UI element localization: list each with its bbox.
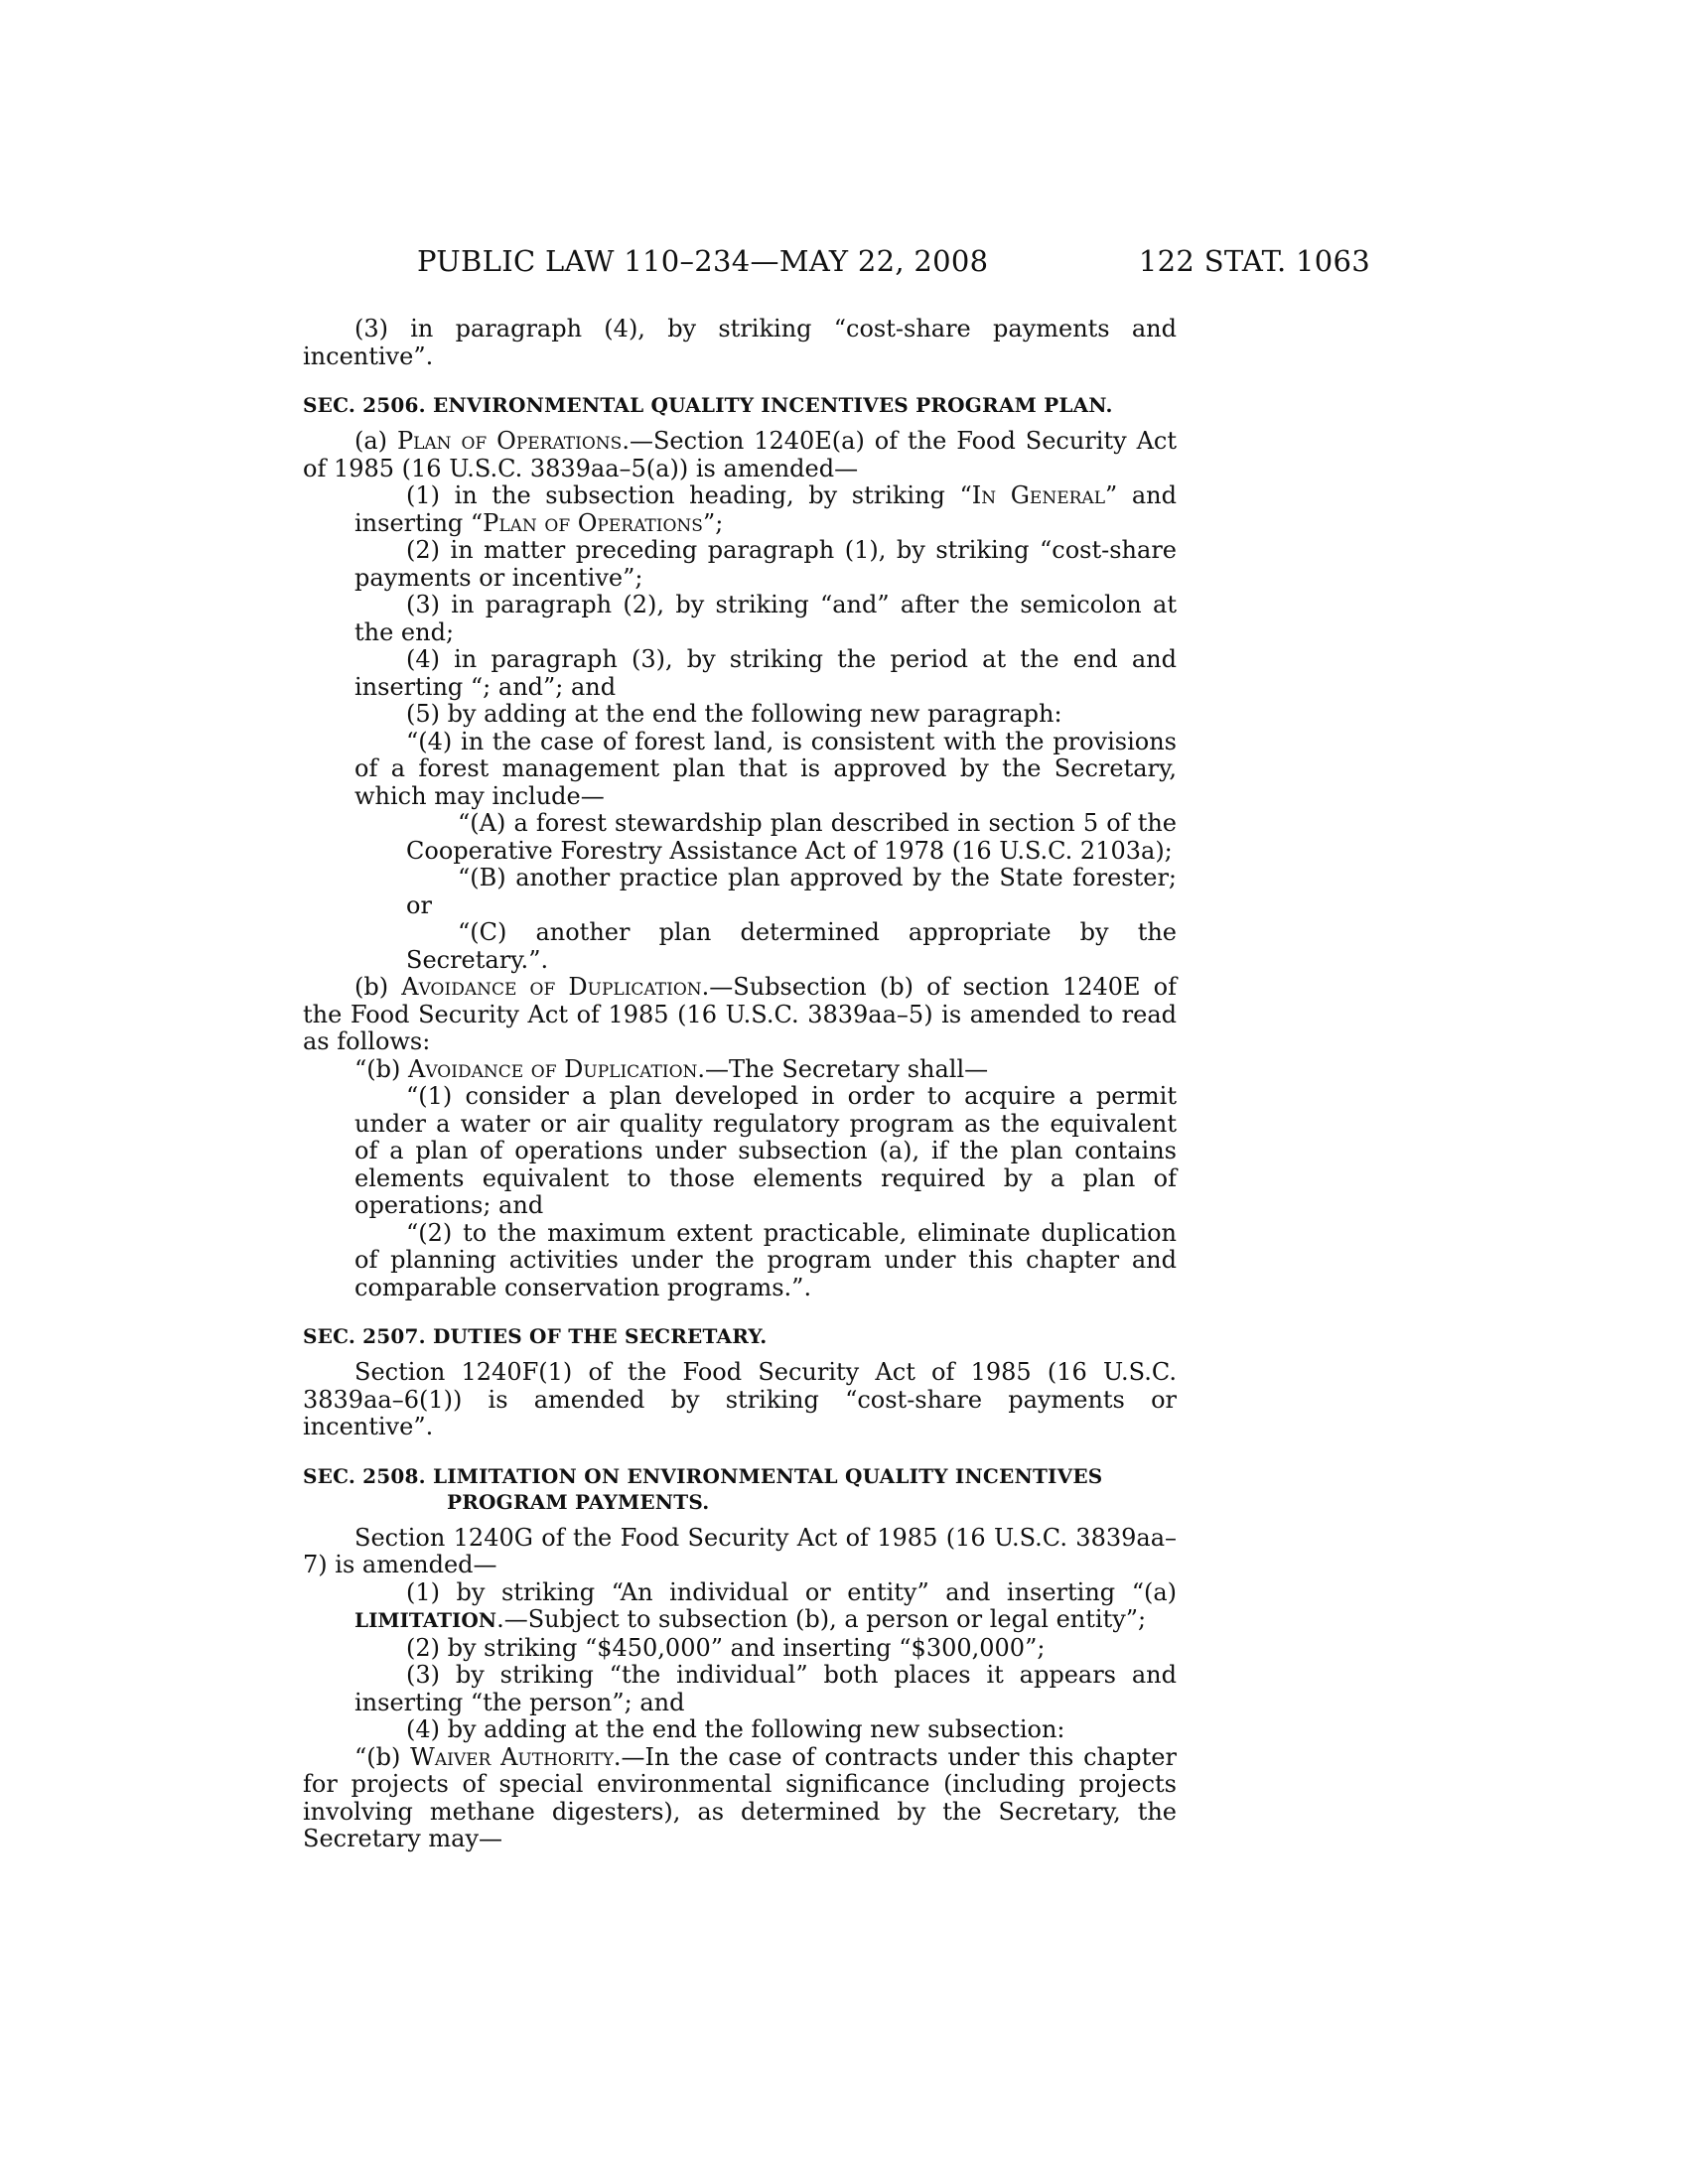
quoted-item-2: “(2) to the maximum extent practicable, eliminate duplication of planning activities under the program under this chapter and comparable conservation programs.”. (354, 1218, 1177, 1301)
amendment-item-5: (5) by adding at the end the following new paragraph: (406, 700, 1062, 728)
section-2508-text: Section 1240G of the Food Security Act of 1985 (16 U.S.C. 3839aa–7) is amended— (303, 1523, 1177, 1578)
amendment-item-3: (3) in paragraph (2), by striking “and” after the semicolon at the end; (354, 591, 1177, 646)
limitation-item-1: (1) by striking “An individual or entity” and inserting “(a) LIMITATION.—Subject to subsection (b), a person or legal entity”; (354, 1577, 1177, 1633)
quoted-subparagraph-b: “(B) another practice plan approved by the State forester; or (406, 864, 1177, 919)
section-heading-2506: SEC. 2506. ENVIRONMENTAL QUALITY INCENTIVES PROGRAM PLAN. (303, 393, 1113, 417)
limitation-item-3: (3) by striking “the individual” both places it appears and inserting “the person”; and (354, 1661, 1177, 1716)
section-heading-2507: SEC. 2507. DUTIES OF THE SECRETARY. (303, 1324, 768, 1348)
quoted-waiver-authority: “(b) Waiver Authority.—In the case of contracts under this chapter for projects of special environmental significance (including projects involving methane digesters), as determined by the Secretary, the Secretary may— (303, 1742, 1177, 1852)
paragraph-amendment-3: (3) in paragraph (4), by striking “cost-share payments and incentive”. (303, 315, 1177, 370)
law-title: PUBLIC LAW 110–234—MAY 22, 2008 (417, 244, 989, 278)
amendment-item-2: (2) in matter preceding paragraph (1), by striking “cost-share payments or incentive”; (354, 536, 1177, 592)
limitation-item-2: (2) by striking “$450,000” and inserting “$300,000”; (406, 1633, 1046, 1662)
section-2507-text: Section 1240F(1) of the Food Security Act of 1985 (16 U.S.C. 3839aa–6(1)) is amended by striking “cost-share payments or incentive”. (303, 1358, 1177, 1440)
quoted-item-1: “(1) consider a plan developed in order to acquire a permit under a water or air quality regulatory program as the equivalent of a plan of operations under subsection (a), if the plan contains elements equivalent to those elements required by a plan of operations; and (354, 1082, 1177, 1219)
running-header (417, 244, 1370, 284)
quoted-subsection-b: “(b) Avoidance of Duplication.—The Secretary shall— (354, 1054, 989, 1083)
document-body (303, 316, 1177, 1853)
subsection-b: (b) Avoidance of Duplication.—Subsection (b) of section 1240E of the Food Security Act of 1985 (16 U.S.C. 3839aa–5) is amended to read as follows: (303, 973, 1177, 1055)
quoted-subparagraph-c: “(C) another plan determined appropriate by the Secretary.”. (406, 918, 1177, 974)
subsection-a-heading: Plan of Operations (396, 427, 623, 455)
quoted-subparagraph-a: “(A) a forest stewardship plan described in section 5 of the Cooperative Forestry Assistance Act of 1978 (16 U.S.C. 2103a); (406, 809, 1177, 865)
amendment-item-4: (4) in paragraph (3), by striking the period at the end and inserting “; and”; and (354, 645, 1177, 701)
subsection-a: (a) Plan of Operations.—Section 1240E(a) of the Food Security Act of 1985 (16 U.S.C. 3839aa–5(a)) is amended— (303, 427, 1177, 482)
section-heading-2508: SEC. 2508. LIMITATION ON ENVIRONMENTAL QUALITY INCENTIVES PROGRAM PAYMENTS. (303, 1463, 1103, 1514)
limitation-item-4: (4) by adding at the end the following new subsection: (406, 1715, 1065, 1743)
quoted-paragraph-4: “(4) in the case of forest land, is consistent with the provisions of a forest management plan that is approved by the Secretary, which may include— (354, 727, 1177, 810)
statute-page-number: 122 STAT. 1063 (1138, 244, 1370, 278)
amendment-item-1: (1) in the subsection heading, by striking “In General” and inserting “Plan of Operations”; (354, 481, 1178, 537)
subsection-b-heading: Avoidance of Duplication (401, 973, 702, 1001)
